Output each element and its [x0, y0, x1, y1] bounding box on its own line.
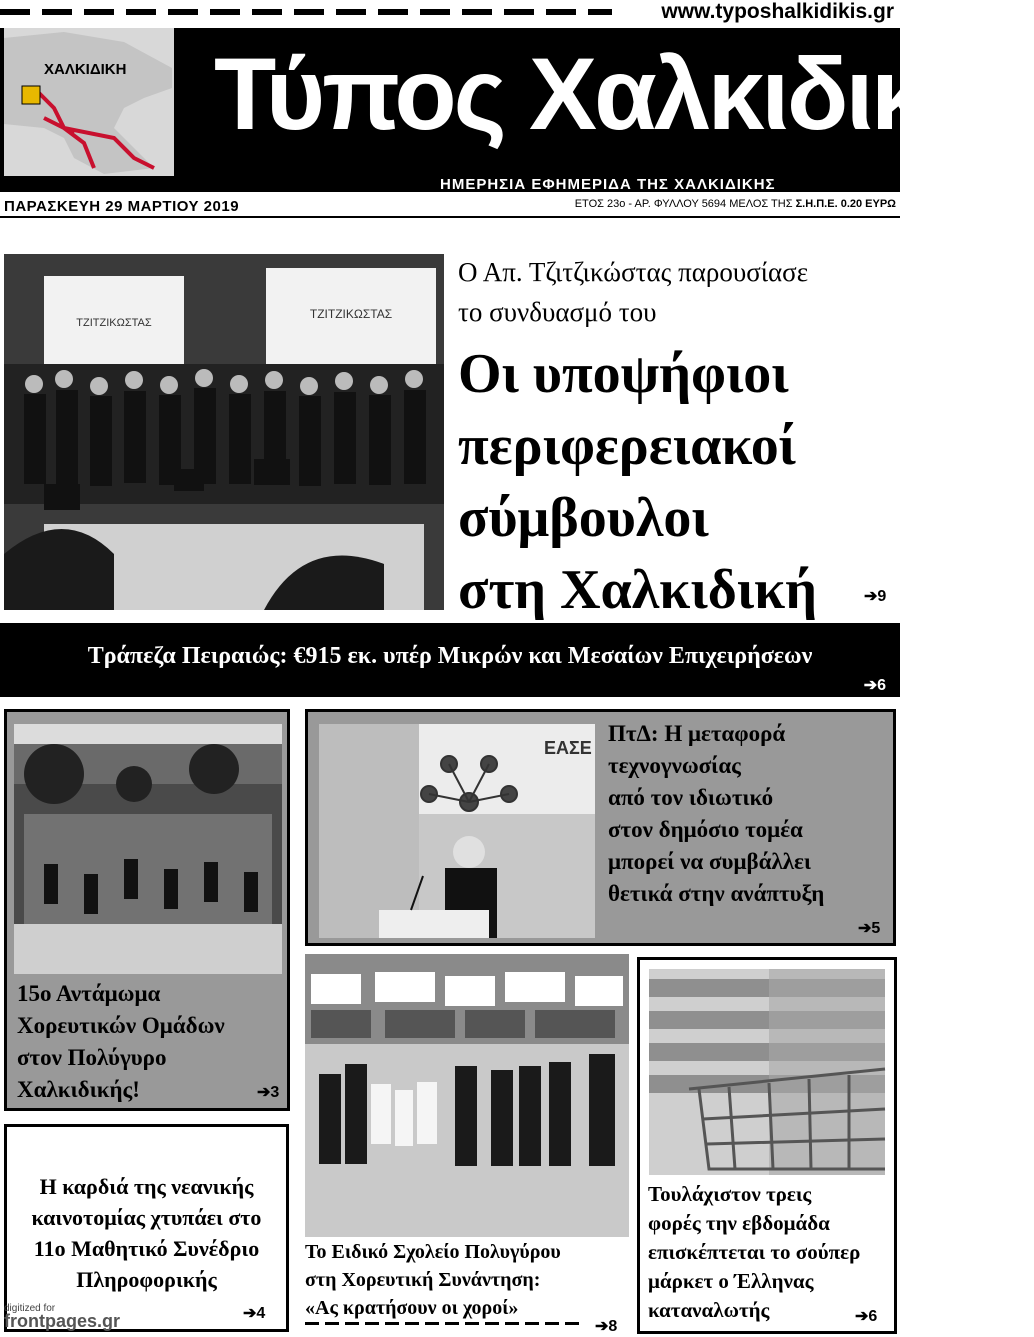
map-label: ΧΑΛΚΙΔΙΚΗ — [44, 61, 127, 78]
youth-headline-1: Η καρδιά της νεανικής — [39, 1174, 254, 1199]
lead-page-ref: ➔9 — [864, 588, 887, 605]
school-page-ref: ➔8 — [595, 1318, 618, 1335]
dance-headline-1: 15ο Αντάμωμα — [17, 981, 161, 1006]
school-dashline — [305, 1322, 585, 1325]
market-headline-5: καταναλωτής — [648, 1298, 770, 1322]
president-headline-6: θετικά στην ανάπτυξη — [608, 881, 825, 906]
dance-headline-2: Χορευτικών Ομάδων — [17, 1013, 225, 1038]
president-story[interactable] — [305, 709, 896, 946]
school-photo[interactable] — [305, 954, 629, 1237]
website-url[interactable]: www.typoshalkidikis.gr — [661, 0, 894, 23]
masthead-dashes — [0, 9, 612, 15]
lead-headline[interactable]: Οι υποψήφιοι περιφερειακοί σύμβουλοι στη Χαλκιδική — [458, 343, 818, 621]
president-headline-3: από τον ιδιωτικό — [608, 785, 774, 810]
screen-left-text: ΤΖΙΤΖΙΚΩΣΤΑΣ — [76, 317, 152, 329]
dance-headline-4: Χαλκιδικής! — [17, 1077, 140, 1102]
market-headline-1: Τουλάχιστον τρεις — [648, 1182, 812, 1206]
president-headline-5: μπορεί να συμβάλλει — [608, 849, 812, 874]
issue-info: ΕΤΟΣ 23ο - ΑΡ. ΦΥΛΛΟΥ 5694 ΜΕΛΟΣ ΤΗΣ Σ.Η.Π.Ε. 0.20 ΕΥΡΩ — [574, 198, 896, 210]
youth-headline-4: Πληροφορικής — [76, 1267, 217, 1292]
school-headline[interactable]: Το Ειδικό Σχολείο Πολυγύρου στη Χορευτική Συνάντηση: «Ας κρατήσουν οι χοροί» — [305, 1241, 561, 1319]
president-logo-text: ΕΑΣΕ — [544, 738, 592, 758]
digitized-credit: digitized for frontpages.gr — [4, 1303, 121, 1331]
market-page-ref: ➔6 — [855, 1308, 878, 1325]
lead-photo[interactable] — [4, 254, 444, 610]
newspaper-subtitle: ΗΜΕΡΗΣΙΑ ΕΦΗΜΕΡΙΔΑ ΤΗΣ ΧΑΛΚΙΔΙΚΗΣ — [440, 176, 776, 193]
market-headline-2: φορές την εβδομάδα — [648, 1211, 830, 1235]
president-headline-4: στον δημόσιο τομέα — [608, 817, 803, 842]
dance-page-ref: ➔3 — [257, 1084, 280, 1101]
masthead-rule — [0, 216, 900, 218]
youth-page-ref: ➔4 — [243, 1305, 266, 1322]
youth-story[interactable] — [4, 1124, 289, 1332]
president-headline-2: τεχνογνωσίας — [608, 753, 741, 778]
market-headline-3: επισκέπτεται το σούπερ — [648, 1240, 861, 1264]
banner-headline: Τράπεζα Πειραιώς: €915 εκ. υπέρ Μικρών και Μεσαίων Επιχειρήσεων — [87, 643, 813, 669]
youth-headline-3: 11ο Μαθητικό Συνέδριο — [33, 1236, 260, 1261]
banner-story[interactable] — [0, 623, 900, 697]
lead-kicker: Ο Απ. Τζιτζικώστας παρουσίασε το συνδυασμό του — [458, 257, 809, 327]
issue-date: ΠΑΡΑΣΚΕΥΗ 29 ΜΑΡΤΙΟΥ 2019 — [4, 198, 240, 215]
banner-page-ref: ➔6 — [863, 677, 886, 694]
screen-right-text: ΤΖΙΤΖΙΚΩΣΤΑΣ — [309, 307, 393, 321]
newspaper-title: Τύπος Χαλκιδικής — [214, 37, 1034, 151]
market-story[interactable] — [637, 957, 897, 1334]
dance-headline-3: στον Πολύγυρο — [17, 1045, 167, 1070]
market-headline-4: μάρκετ ο Έλληνας — [648, 1269, 814, 1293]
president-photo — [319, 724, 595, 938]
dance-story[interactable] — [4, 709, 290, 1111]
market-photo — [649, 969, 885, 1175]
president-page-ref: ➔5 — [858, 920, 881, 937]
chalkidiki-map — [4, 28, 174, 176]
dance-photo — [14, 724, 282, 974]
president-headline-1: ΠτΔ: Η μεταφορά — [608, 721, 786, 746]
youth-headline-2: καινοτομίας χτυπάει στο — [31, 1205, 262, 1230]
